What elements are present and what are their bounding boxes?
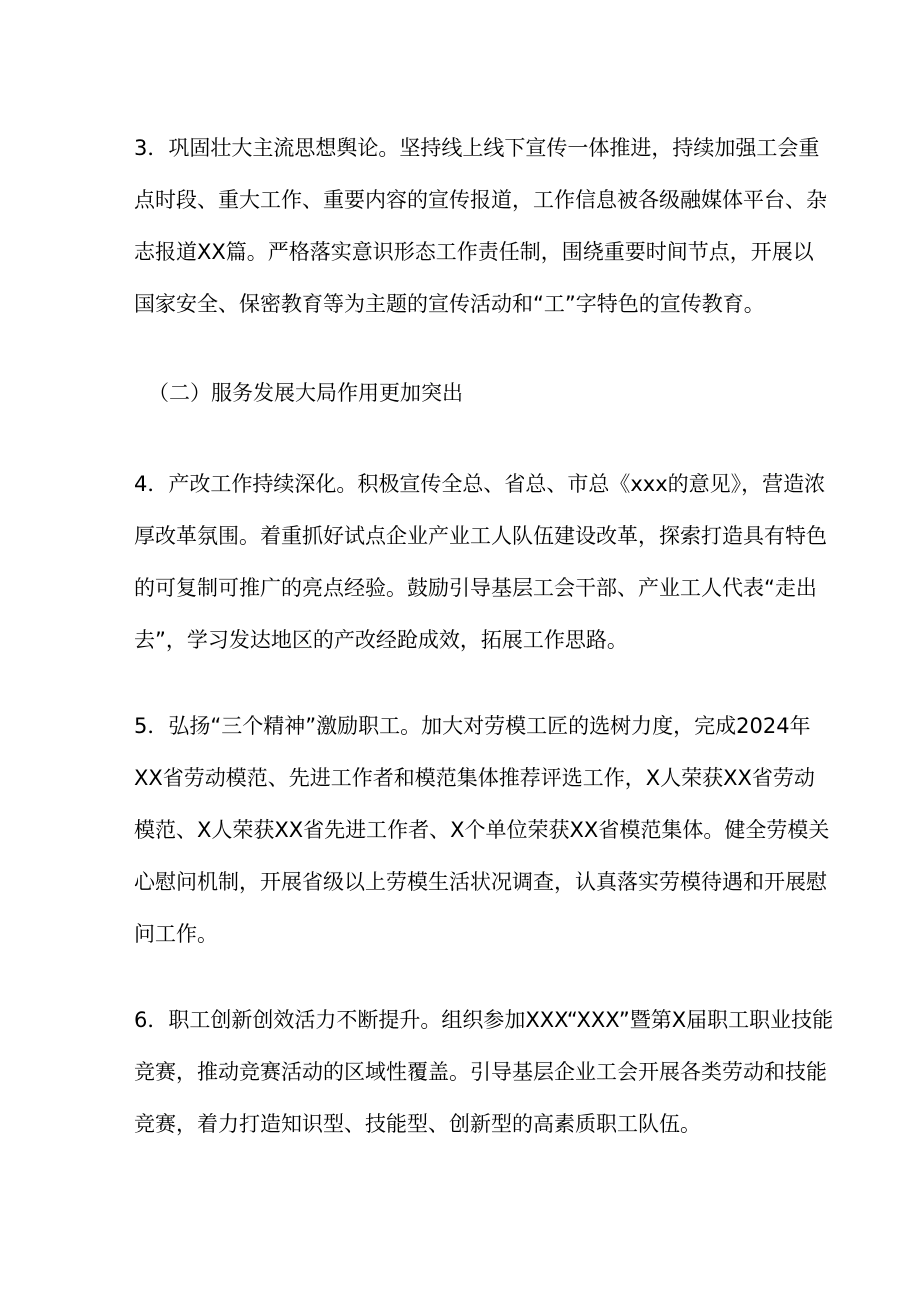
paragraph-line: 国家安全、保密教育等为主题的宣传活动和“工”字特色的宣传教育。: [134, 292, 765, 316]
paragraph-line: 竞赛，推动竞赛活动的区域性覆盖。引导基层企业工会开展各类劳动和技能: [134, 1060, 827, 1084]
paragraph-line: XX省劳动模范、先进工作者和模范集体推荐评选工作，X人荣获XX省劳动: [134, 766, 815, 790]
paragraph-3: [134, 122, 827, 330]
paragraph-line: 问工作。: [134, 922, 218, 946]
paragraph-line: 厚改革氛围。着重抓好试点企业产业工人队伍建设改革，探索打造具有特色: [134, 524, 827, 548]
section-heading: （二）服务发展大局作用更加突出: [148, 381, 463, 405]
paragraph-line: 6．职工创新创效活力不断提升。组织参加XXX“XXX”暨第X届职工职业技能: [134, 1008, 834, 1032]
paragraph-line: 去”，学习发达地区的产改经跄成效，拓展工作思路。: [134, 628, 628, 652]
paragraph-line: 3．巩固壮大主流思想舆论。坚持线上线下宣传一体推进，持续加强工会重: [134, 136, 820, 160]
paragraph-6: [134, 994, 834, 1150]
paragraph-line: 4．产改工作持续深化。积极宣传全总、省总、市总《xxx的意见》，营造浓: [134, 472, 826, 496]
paragraph-line: 心慰问机制，开展省级以上劳模生活状况调查，认真落实劳模待遇和开展慰: [134, 870, 827, 894]
paragraph-line: 模范、X人荣获XX省先进工作者、X个单位荣获XX省模范集体。健全劳模关: [134, 818, 830, 842]
paragraph-line: 点时段、重大工作、重要内容的宣传报道，工作信息被各级融媒体平台、杂: [134, 188, 827, 212]
paragraph-line: 竞赛，着力打造知识型、技能型、创新型的高素质职工队伍。: [134, 1112, 701, 1136]
paragraph-line: 志报道XX篇。严格落实意识形态工作责任制，围绕重要时间节点，开展以: [134, 240, 814, 264]
paragraph-4: [134, 458, 827, 666]
paragraph-line: 的可复制可推广的亮点经验。鼓励引导基层工会干部、产业工人代表“走出: [134, 576, 817, 600]
paragraph-5: [134, 700, 830, 960]
paragraph-line: 5．弘扬“三个精神”激励职工。加大对劳模工匠的选树力度，完成2024年: [134, 714, 811, 738]
